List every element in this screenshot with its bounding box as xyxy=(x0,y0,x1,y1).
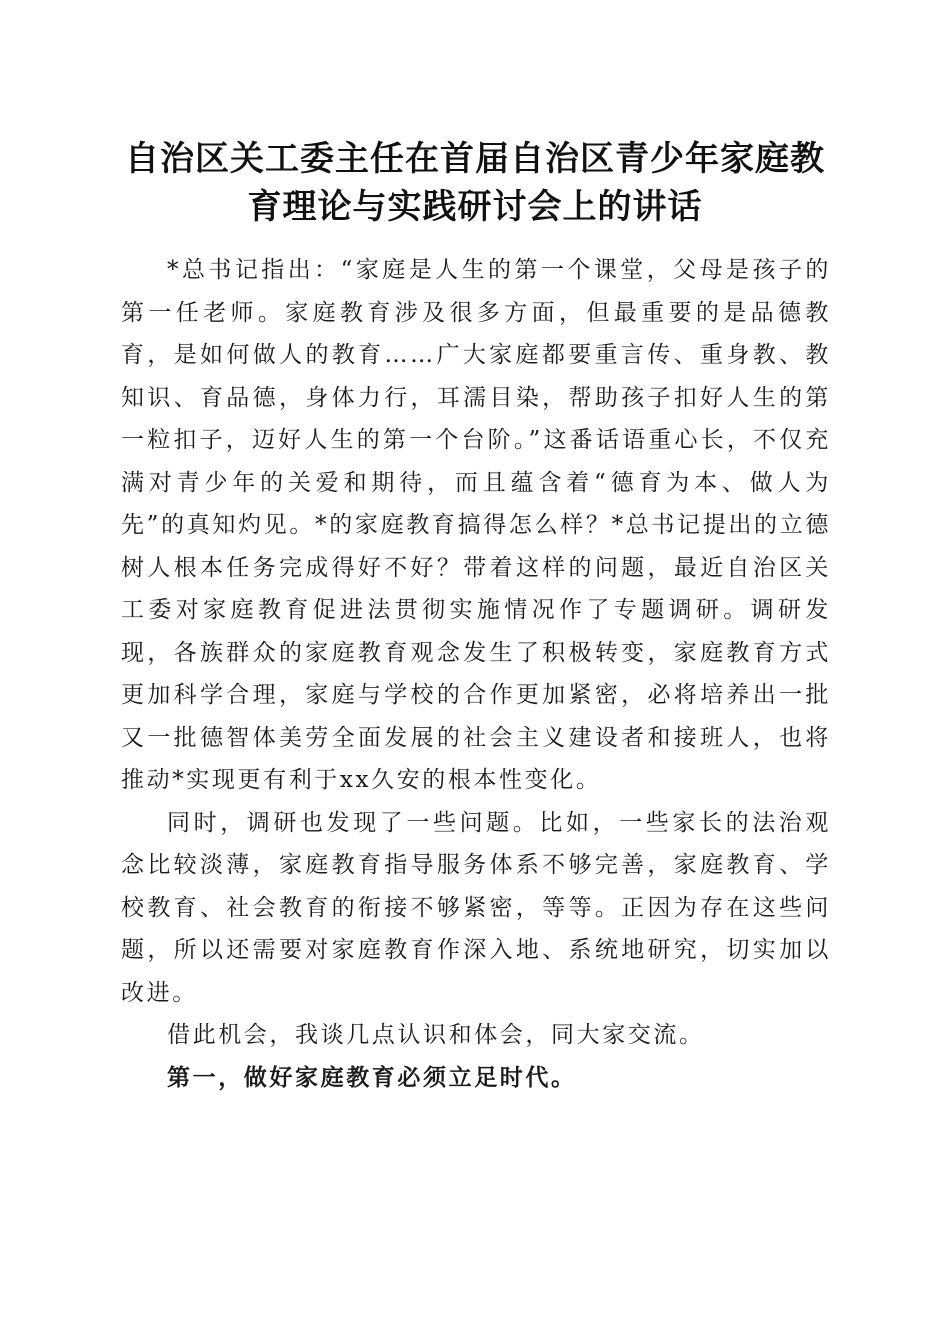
document-title xyxy=(100,135,850,231)
paragraph-2: 同时，调研也发现了一些问题。比如，一些家长的法治观念比较淡薄，家庭教育指导服务体系不够完善，家庭教育、学校教育、社会教育的衔接不够紧密，等等。正因为存在这些问题，所以还需要对家庭教育作深入地、系统地研究，切实加以改进。 xyxy=(121,809,831,1006)
paragraph-3: 借此机会，我谈几点认识和体会，同大家交流。 xyxy=(167,1022,705,1048)
title-line-1: 自治区关工委主任在首届自治区青少年家庭教 xyxy=(125,139,825,179)
document-body xyxy=(121,249,831,1099)
title-line-2: 育理论与实践研讨会上的讲话 xyxy=(247,187,703,227)
section-heading-1: 第一，做好家庭教育必须立足时代。 xyxy=(167,1063,577,1091)
paragraph-1: *总书记指出：“家庭是人生的第一个课堂，父母是孩子的第一任老师。家庭教育涉及很多方面，但最重要的是品德教育，是如何做人的教育……广大家庭都要重言传、重身教、教知识、育品德，身体力行，耳濡目染，帮助孩子扣好人生的第一粒扣子，迈好人生的第一个台阶。”这番话语重心长，不仅充满对青少年的关爱和期待，而且蕴含着“德育为本、做人为先”的真知灼见。*的家庭教育搞得怎么样？*总书记提出的立德树人根本任务完成得好不好？带着这样的问题，最近自治区关工委对家庭教育促进法贯彻实施情况作了专题调研。调研发现，各族群众的家庭教育观念发生了积极转变，家庭教育方式更加科学合理，家庭与学校的合作更加紧密，必将培养出一批又一批德智体美劳全面发展的社会主义建设者和接班人，也将推动*实现更有利于xx久安的根本性变化。 xyxy=(121,257,831,793)
